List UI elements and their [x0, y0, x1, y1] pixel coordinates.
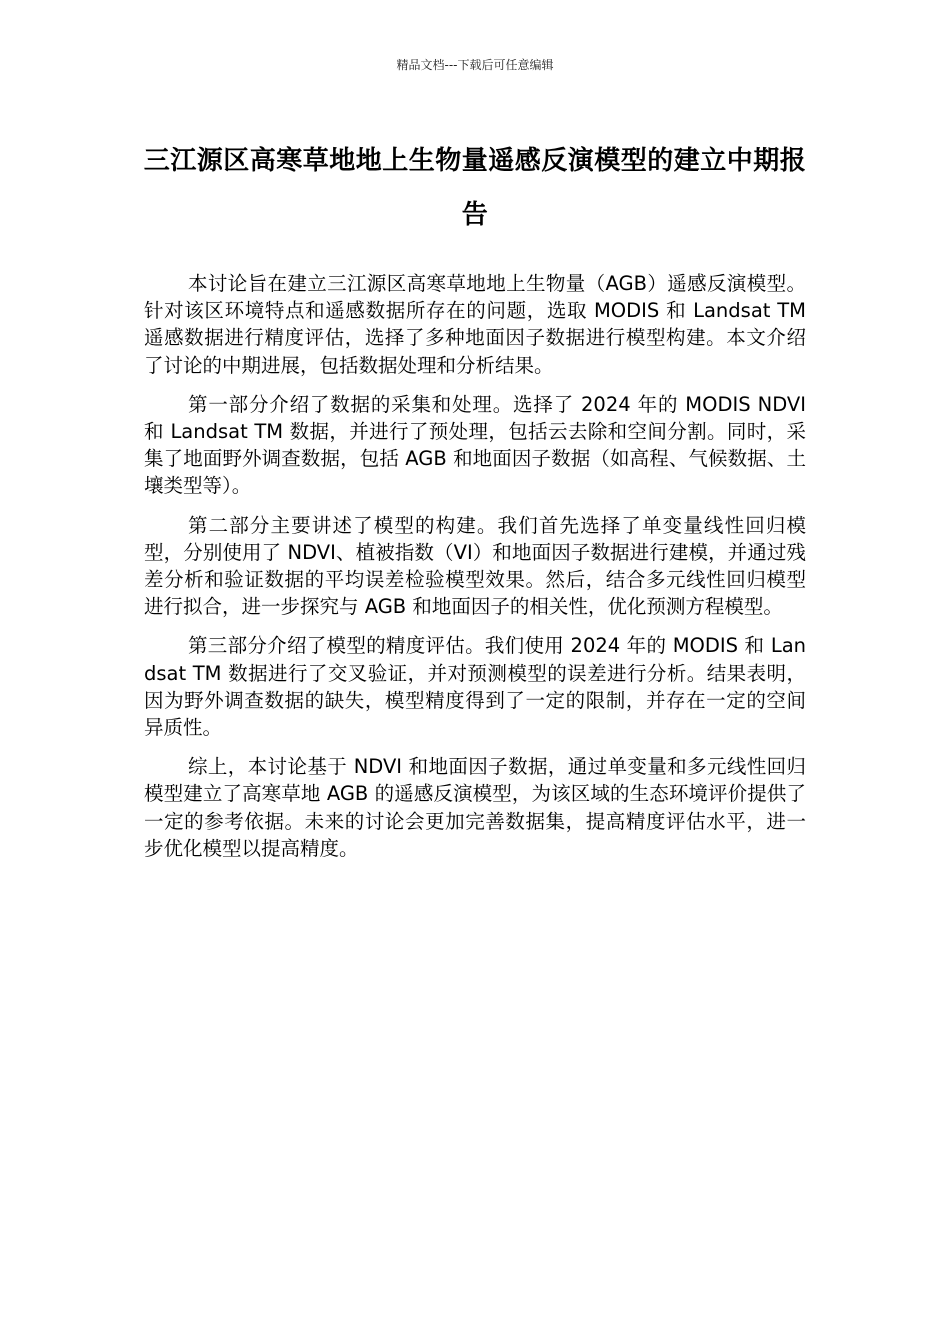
document-title: 三江源区高寒草地地上生物量遥感反演模型的建立中期报告	[143, 146, 807, 230]
paragraph-conclusion: 综上，本讨论基于 NDVI 和地面因子数据，通过单变量和多元线性回归模型建立了高寒草地 AGB 的遥感反演模型，为该区域的生态环境评价提供了一定的参考依据。未来的讨论会更加完善数据集，提高精度评估水平，进一步优化模型以提高精度。	[144, 755, 806, 860]
paragraph-intro: 本讨论旨在建立三江源区高寒草地地上生物量（AGB）遥感反演模型。针对该区环境特点和遥感数据所存在的问题，选取 MODIS 和 Landsat TM 遥感数据进行精度评估，选择了多种地面因子数据进行模型构建。本文介绍了讨论的中期进展，包括数据处理和分析结果。	[144, 272, 806, 377]
paragraph-part-three: 第三部分介绍了模型的精度评估。我们使用 2024 年的 MODIS 和 Landsat TM 数据进行了交叉验证，并对预测模型的误差进行分析。结果表明，因为野外调查数据的缺失，模型精度得到了一定的限制，并存在一定的空间异质性。	[144, 634, 806, 740]
document-body	[144, 270, 806, 874]
header-note: 精品文档---下载后可任意编辑	[396, 58, 554, 72]
paragraph-part-one: 第一部分介绍了数据的采集和处理。选择了 2024 年的 MODIS NDVI 和 Landsat TM 数据，并进行了预处理，包括云去除和空间分割。同时，采集了地面野外调查数据，包括 AGB 和地面因子数据（如高程、气候数据、土壤类型等）。	[144, 392, 806, 498]
paragraph-part-two: 第二部分主要讲述了模型的构建。我们首先选择了单变量线性回归模型，分别使用了 NDVI、植被指数（VI）和地面因子数据进行建模，并通过残差分析和验证数据的平均误差检验模型效果。然后，结合多元线性回归模型进行拟合，进一步探究与 AGB 和地面因子的相关性，优化预测方程模型。	[144, 513, 806, 619]
